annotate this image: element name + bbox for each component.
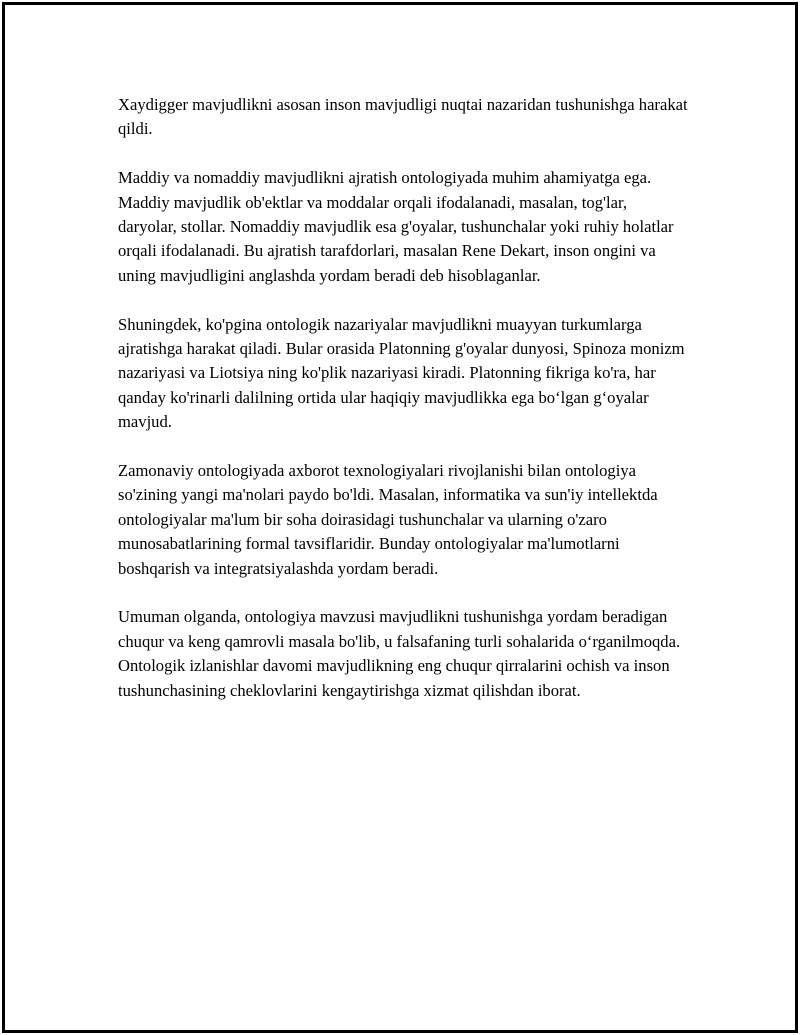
document-body [118, 93, 688, 727]
paragraph-5: Umuman olganda, ontologiya mavzusi mavjudlikni tushunishga yordam beradigan chuqur va keng qamrovli masala bo'lib, u falsafaning turli sohalarida o‘rganilmoqda. Ontologik izlanishlar davomi mavjudlikning eng chuqur qirralarini ochish va inson tushunchasining cheklovlarini kengaytirishga xizmat qilishdan iborat. [118, 607, 681, 700]
paragraph-2: Maddiy va nomaddiy mavjudlikni ajratish ontologiyada muhim ahamiyatga ega. Maddiy mavjudlik ob'ektlar va moddalar orqali ifodalanadi, masalan, tog'lar, daryolar, stollar. Nomaddiy mavjudlik esa g'oyalar, tushunchalar yoki ruhiy holatlar orqali ifodalanadi. Bu ajratish tarafdorlari, masalan Rene Dekart, inson ongini va uning mavjudligini anglashda yordam beradi deb hisoblaganlar. [118, 168, 674, 285]
paragraph-4: Zamonaviy ontologiyada axborot texnologiyalari rivojlanishi bilan ontologiya so'zining yangi ma'nolari paydo bo'ldi. Masalan, informatika va sun'iy intellektda ontologiyalar ma'lum bir soha doirasidagi tushunchalar va ularning o'zaro munosabatlarining formal tavsiflaridir. Bunday ontologiyalar ma'lumotlarni boshqarish va integratsiyalashda yordam beradi. [118, 461, 658, 578]
paragraph-1: Xaydigger mavjudlikni asosan inson mavjudligi nuqtai nazaridan tushunishga harakat qildi. [118, 95, 688, 139]
paragraph-3: Shuningdek, ko'pgina ontologik nazariyalar mavjudlikni muayyan turkumlarga ajratishga harakat qiladi. Bular orasida Platonning g'oyalar dunyosi, Spinoza monizm nazariyasi va Liotsiya ning ko'plik nazariyasi kiradi. Platonning fikriga ko'ra, har qanday ko'rinarli dalilning ortida ular haqiqiy mavjudlikka ega bo‘lgan g‘oyalar mavjud. [118, 314, 685, 432]
